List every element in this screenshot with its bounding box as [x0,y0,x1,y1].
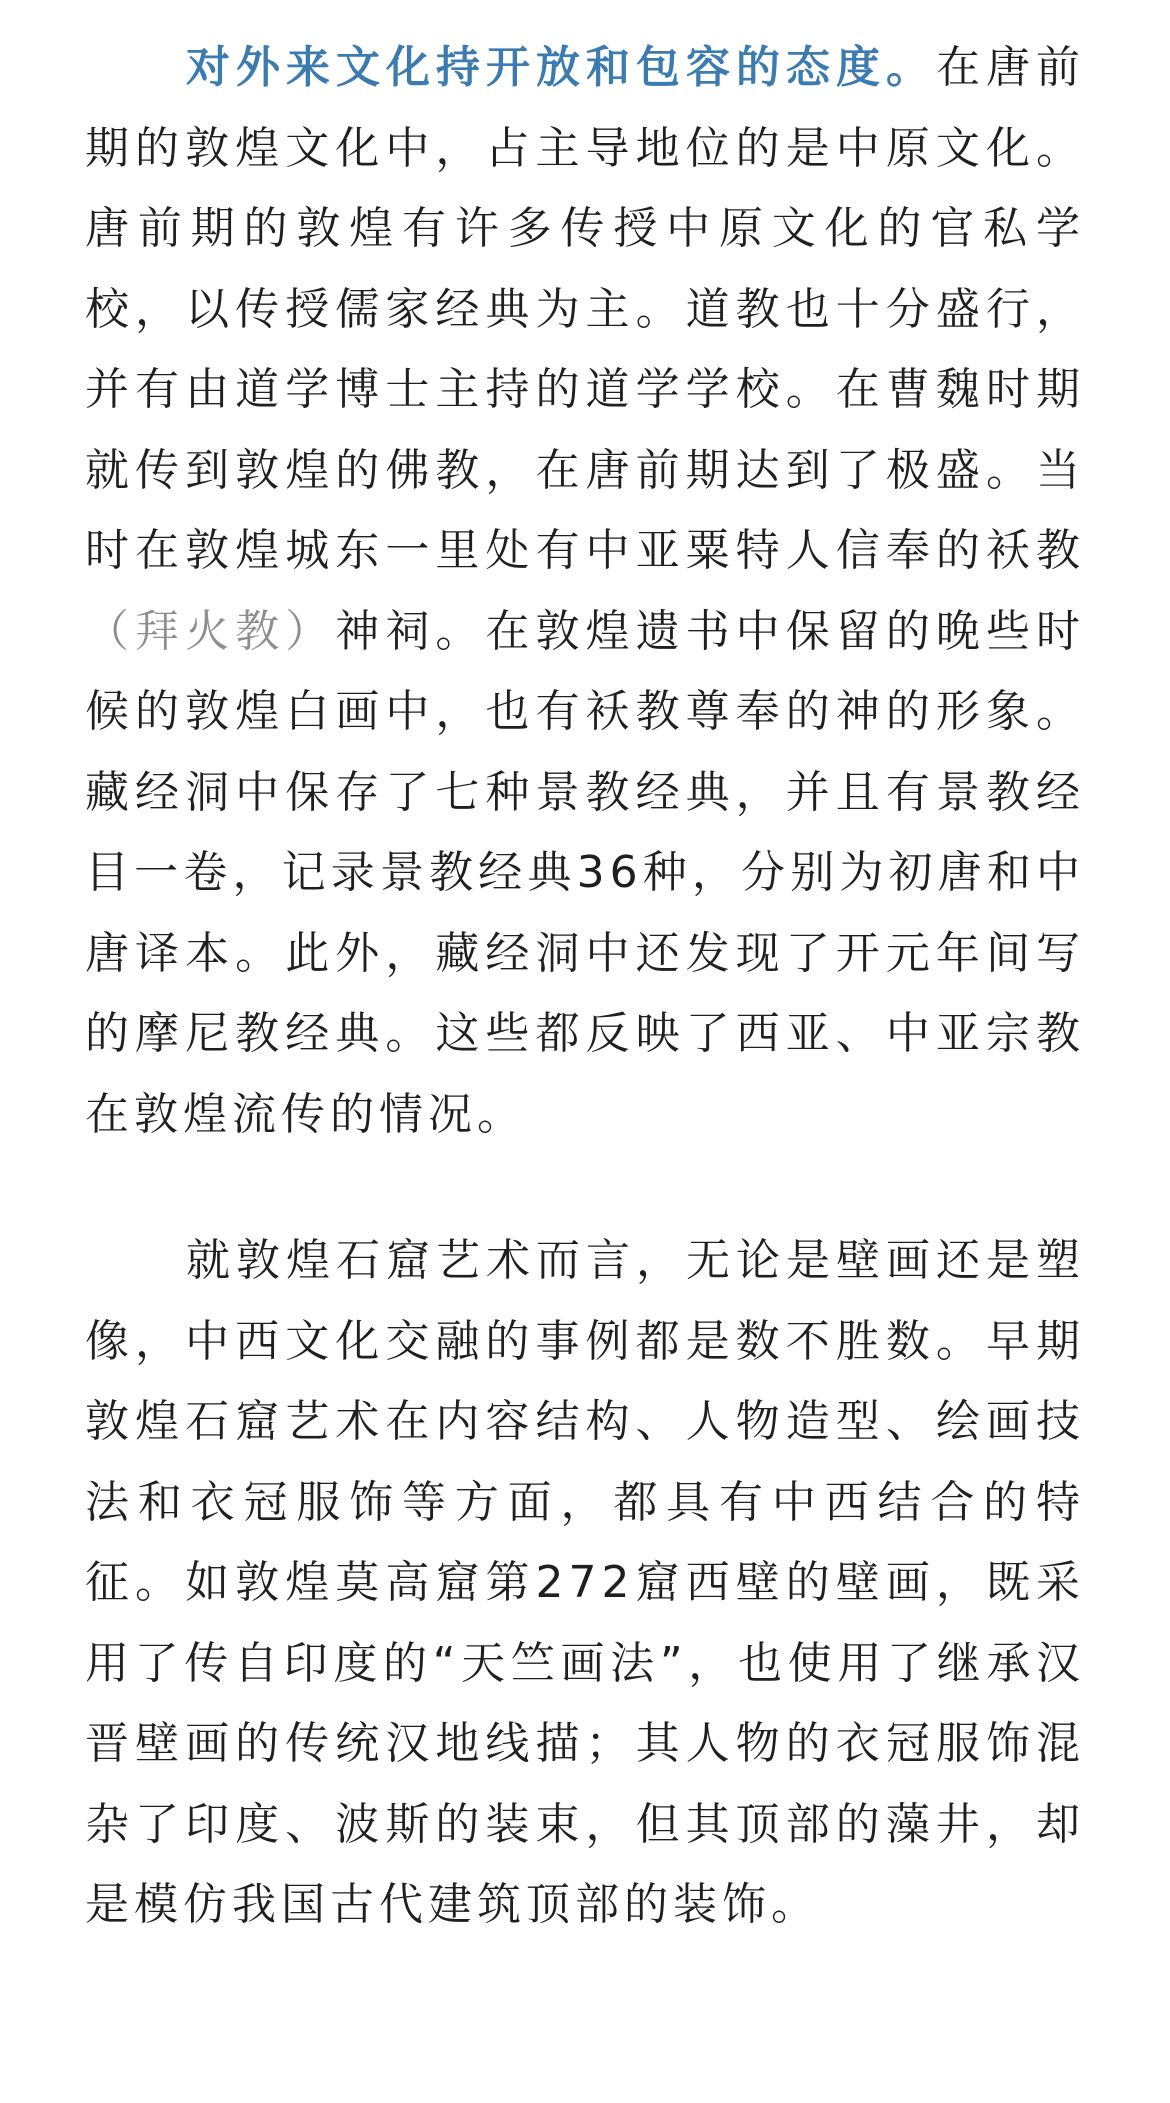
paragraph-1 [85,28,1085,1155]
article-body [85,28,1085,1946]
paragraph-2: 就敦煌石窟艺术而言，无论是壁画还是塑像，中西文化交融的事例都是数不胜数。早期敦煌石窟艺术在内容结构、人物造型、绘画技法和衣冠服饰等方面，都具有中西结合的特征。如敦煌莫高窟第272窟西壁的壁画，既采用了传自印度的“天竺画法”，也使用了继承汉晋壁画的传统汉地线描；其人物的衣冠服饰混杂了印度、波斯的装束，但其顶部的藻井，却是模仿我国古代建筑顶部的装饰。 [85,1235,1085,1930]
paren-note: （拜火教） [85,605,336,657]
lead-heading: 对外来文化持开放和包容的态度。 [186,42,936,93]
paragraph-1-text-b: 神祠。在敦煌遗书中保留的晚些时候的敦煌白画中，也有袄教尊奉的神的形象。藏经洞中保存了七种景教经典，并且有景教经目一卷，记录景教经典36种，分别为初唐和中唐译本。此外，藏经洞中还发现了开元年间写的摩尼教经典。这些都反映了西亚、中亚宗教在敦煌流传的情况。 [85,605,1086,1140]
paragraph-1-text-a: 在唐前期的敦煌文化中，占主导地位的是中原文化。唐前期的敦煌有许多传授中原文化的官私学校，以传授儒家经典为主。道教也十分盛行，并有由道学博士主持的道学学校。在曹魏时期就传到敦煌的佛教，在唐前期达到了极盛。当时在敦煌城东一里处有中亚粟特人信奉的袄教 [85,42,1085,576]
